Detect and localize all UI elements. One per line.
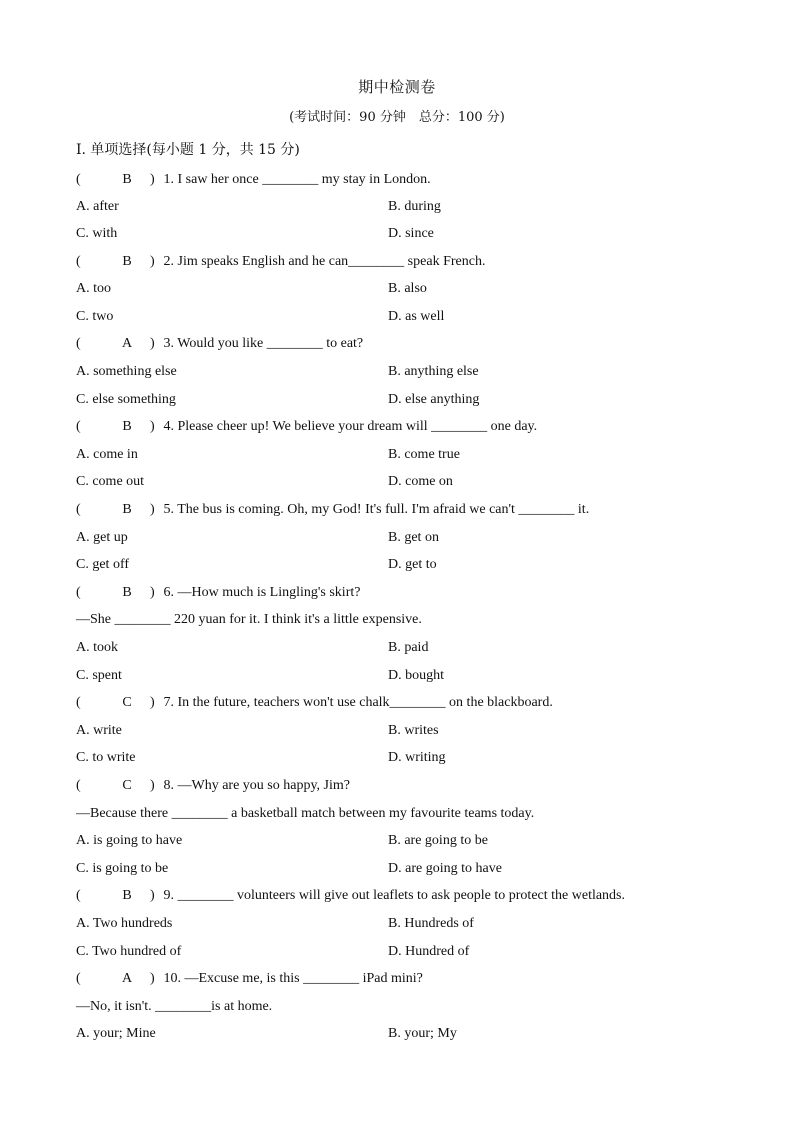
option-d: D. bought [388, 668, 444, 683]
option-d: D. get to [388, 557, 437, 572]
option-c: C. two [76, 309, 114, 324]
option-d: D. since [388, 226, 434, 241]
option-a: A. come in [76, 447, 138, 462]
answer: C [122, 695, 132, 710]
option-b: B. during [388, 199, 441, 214]
answer: C [122, 778, 132, 793]
question-10: ( A ) 10. —Excuse me, is this ________ iPad mini? [76, 969, 423, 989]
question-stem: 6. —How much is Lingling's skirt? [163, 585, 361, 600]
question-7: ( C ) 7. In the future, teachers won't use chalk________ on the blackboard. [76, 693, 553, 713]
option-b: B. come true [388, 447, 460, 462]
answer: B [122, 419, 132, 434]
option-d: D. as well [388, 309, 445, 324]
option-d: D. Hundred of [388, 944, 470, 959]
option-c: C. Two hundred of [76, 944, 182, 959]
option-d: D. writing [388, 750, 446, 765]
answer: B [122, 172, 132, 187]
option-d: D. come on [388, 474, 453, 489]
question-5: ( B ) 5. The bus is coming. Oh, my God! It's full. I'm afraid we can't ________ it. [76, 500, 589, 520]
option-b: B. writes [388, 723, 439, 738]
option-a: A. after [76, 199, 119, 214]
question-3: ( A ) 3. Would you like ________ to eat? [76, 334, 363, 354]
option-a: A. is going to have [76, 833, 183, 848]
question-stem: 7. In the future, teachers won't use chalk________ on the blackboard. [163, 695, 553, 710]
answer: B [122, 502, 132, 517]
option-b: B. your; My [388, 1026, 457, 1041]
option-c: C. else something [76, 392, 176, 407]
question-stem: 4. Please cheer up! We believe your dream will ________ one day. [163, 419, 538, 434]
answer: B [122, 254, 132, 269]
option-c: C. to write [76, 750, 136, 765]
question-stem: 9. ________ volunteers will give out leaflets to ask people to protect the wetlands. [163, 888, 626, 903]
option-a: A. get up [76, 530, 128, 545]
option-a: A. write [76, 723, 122, 738]
question-1: ( B ) 1. I saw her once ________ my stay in London. [76, 170, 431, 190]
question-4: ( B ) 4. Please cheer up! We believe your dream will ________ one day. [76, 417, 537, 437]
question-9: ( B ) 9. ________ volunteers will give out leaflets to ask people to protect the wetlands. [76, 886, 625, 906]
dialogue-reply: —Because there ________ a basketball match between my favourite teams today. [76, 806, 535, 821]
question-stem: 8. —Why are you so happy, Jim? [163, 778, 350, 793]
option-b: B. paid [388, 640, 429, 655]
option-c: C. spent [76, 668, 122, 683]
option-b: B. Hundreds of [388, 916, 474, 931]
page-title: 期中检测卷 [358, 78, 436, 96]
option-b: B. also [388, 281, 427, 296]
question-stem: 5. The bus is coming. Oh, my God! It's full. I'm afraid we can't ________ it. [163, 502, 590, 517]
option-c: C. with [76, 226, 118, 241]
question-8: ( C ) 8. —Why are you so happy, Jim? [76, 776, 350, 796]
option-d: D. are going to have [388, 861, 502, 876]
option-a: A. your; Mine [76, 1026, 156, 1041]
question-6: ( B ) 6. —How much is Lingling's skirt? [76, 583, 360, 603]
option-b: B. get on [388, 530, 439, 545]
option-b: B. are going to be [388, 833, 488, 848]
answer: A [121, 971, 133, 986]
section-heading: Ⅰ. 单项选择(每小题 1 分，共 15 分) [76, 142, 300, 158]
option-a: A. Two hundreds [76, 916, 173, 931]
question-stem: 10. —Excuse me, is this ________ iPad mini? [163, 971, 423, 986]
option-c: C. get off [76, 557, 130, 572]
option-a: A. too [76, 281, 111, 296]
option-a: A. took [76, 640, 118, 655]
answer: A [121, 336, 133, 351]
exam-info: (考试时间：90 分钟 总分：100 分) [289, 110, 505, 125]
answer: B [122, 585, 132, 600]
question-stem: 3. Would you like ________ to eat? [163, 336, 364, 351]
dialogue-reply: —She ________ 220 yuan for it. I think it's a little expensive. [76, 612, 422, 627]
option-c: C. is going to be [76, 861, 169, 876]
option-a: A. something else [76, 364, 177, 379]
answer: B [122, 888, 132, 903]
option-b: B. anything else [388, 364, 479, 379]
question-stem: 2. Jim speaks English and he can________ speak French. [163, 254, 486, 269]
dialogue-reply: —No, it isn't. ________is at home. [76, 999, 273, 1014]
question-2: ( B ) 2. Jim speaks English and he can________ speak French. [76, 252, 485, 272]
question-stem: 1. I saw her once ________ my stay in London. [163, 172, 431, 187]
option-d: D. else anything [388, 392, 480, 407]
option-c: C. come out [76, 474, 145, 489]
